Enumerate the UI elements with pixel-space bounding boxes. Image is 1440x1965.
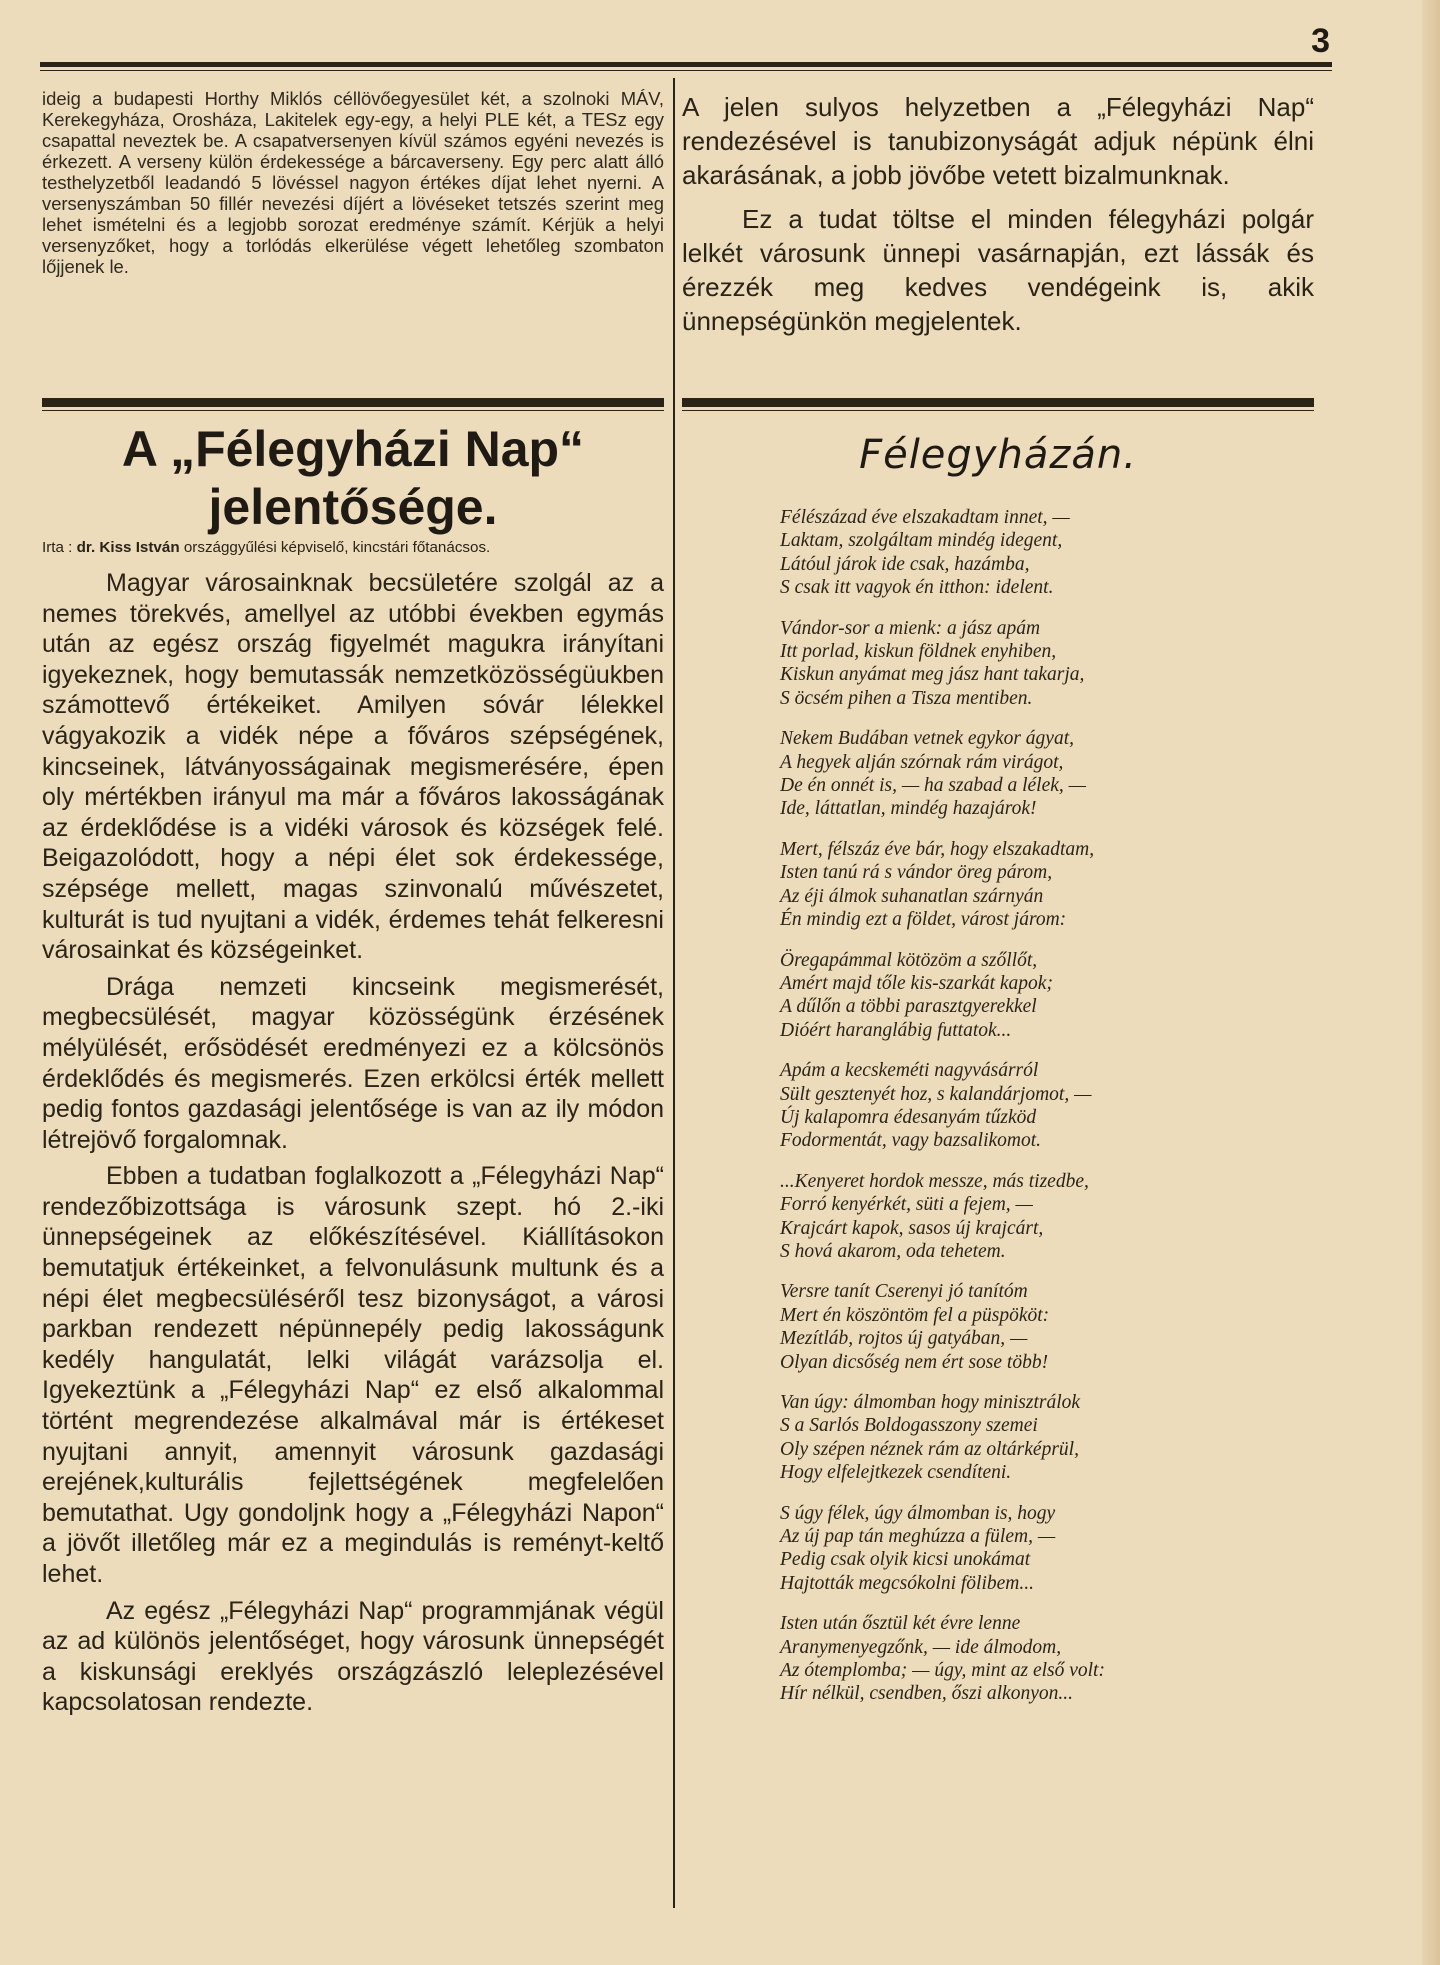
column-divider [673,78,675,1908]
article-paragraph: Magyar városainknak becsületére szolgál az a nemes törekvés, amellyel az utóbbi években egymás után az egész ország figyelmét magukra irányítani igyekeznek, hogy bemutassák nemzetközösségüukben számottevő értékeiket. Amilyen sóvár lélekkel vágyakozik a vidék népe a főváros szépségének, kincseinek, látványosságainak megismerésére, épen oly mértékben irányul ma már a főváros lakosságának az érdeklődése is a vidéki városok és községek felé. Beigazolódott, hogy a népi élet sok érdekessége, szépsége mellett, magas szinvonalú művészetet, kulturát is tud nyujtani a vidék, érdemes tehát felkeresni városainkat és községeinket. [42,569,664,965]
section-rule-right [682,398,1314,407]
header-rule [40,62,1332,67]
poem-line: ...Kenyeret hordok messze, más tizedbe, [780,1170,1089,1192]
poem-line: De én onnét is, — ha szabad a lélek, — [780,775,1087,797]
poem-line: Oly szépen néznek rám az oltárképrül, [780,1438,1079,1460]
poem-line: Apám a kecskeméti nagyvásárról [780,1060,1039,1082]
poem-stanza [780,727,1320,821]
poem-stanza [780,1391,1320,1485]
article-paragraph: Az egész „Félegyházi Nap“ programmjának végül az ad különös jelentőséget, hogy városunk ünnepségét a kiskunsági ereklyés országzászló leleplezésével kapcsolatosan rendezte. [42,1596,664,1717]
poem-stanza [780,1170,1320,1264]
poem-line: Új kalapomra édesanyám tűzköd [780,1106,1037,1128]
poem-line: Az éji álmok suhanatlan szárnyán [780,885,1044,907]
poem-line: A hegyek alján szórnak rám virágot, [780,751,1064,773]
notice-text: ideig a budapesti Horthy Miklós céllövőegyesület két, a szolnoki MÁV, Kerekegyháza, Orosháza, Lakitelek egy-egy, a helyi PLE két, a TESz egy csapattal neveztek be. A csapatversenyen kívül számos egyéni nevezés is érkezett. A verseny külön érdekessége a bárcaverseny. Egy perc alatt álló testhelyzetből leadandó 5 lövéssel nagyon értékes díjat lehet nyerni. A versenyszámban 50 fillér nevezési díjért a lövéseket tetszés szerint meg lehet ismételni és a legjobb sorozat eredménye számít. Kérjük a helyi versenyzőket, hogy a torlódás elkerülése végett lehetőleg szombaton lőjjenek le. [42,88,664,277]
byline-role: országgyűlési képviselő, kincstári főtanácsos. [183,539,491,556]
page-edge [1422,0,1440,1965]
poem-line: Ide, láttatlan, mindég hazajárok! [780,798,1037,820]
closing-paragraph-1: A jelen sulyos helyzetben a „Félegyházi Nap“ rendezésével is tanubizonyságát adjuk népünk élni akarásának, a jobb jövőbe vetett bizalmunknak. [682,92,1314,190]
poem [780,506,1320,1723]
closing-paragraph-2: Ez a tudat töltse el minden félegyházi polgár lelkét városunk ünnepi vasárnapján, ezt lássák és érezzék meg kedves vendégeink is, akik ünnepségünkön megjelentek. [682,204,1314,336]
poem-line: Versre tanít Cserenyi jó tanítóm [780,1281,1028,1303]
poem-line: Laktam, szolgáltam mindég idegent, [780,530,1063,552]
poem-line: Forró kenyérkét, süti a fejem, — [780,1194,1033,1216]
byline [42,538,682,558]
poem-stanza [780,1059,1320,1153]
page-number: 3 [1311,22,1330,60]
poem-line: S a Sarlós Boldogasszony szemei [780,1415,1038,1437]
poem-line: Itt porlad, kiskun földnek enyhiben, [780,641,1057,663]
poem-line: Hogy elfelejtkezek csendíteni. [780,1462,1012,1484]
article-body [42,568,664,1724]
poem-stanza [780,838,1320,932]
poem-line: Mezítláb, rojtos új gatyában, — [780,1328,1028,1350]
poem-stanza [780,1612,1320,1706]
poem-line: Olyan dicsőség nem ért sose több! [780,1351,1049,1373]
section-rule-left [42,398,664,407]
poem-line: Pedig csak olyik kicsi unokámat [780,1549,1031,1571]
article-title-line-2: jelentősége. [208,479,498,535]
byline-author: dr. Kiss István [76,539,180,556]
poem-stanza [780,617,1320,711]
section-rule-left-thin [42,410,664,411]
poem-line: Az ótemplomba; — úgy, mint az első volt: [780,1660,1105,1682]
poem-title: Félegyházán. [859,432,1137,478]
poem-line: Sült gesztenyét hoz, s kalandárjomot, — [780,1083,1092,1105]
poem-stanza [780,506,1320,600]
article-paragraph: Ebben a tudatban foglalkozott a „Félegyházi Nap“ rendezőbizottsága is városunk szept. hó 2.-iki ünnepségeinek az előkészítésével. Kiállításokon bemutatjuk értékeinket, a felvonulásunk multunk és a népi élet megbecsüléséről tesz bizonyságot, a városi parkban rendezett népünnepély pedig lakosságunk kedély hangulatát, lelki világát varázsolja el. Igyekeztünk a „Félegyházi Nap“ ez első alkalommal történt megrendezése alkalmával már is értékeset nyujtani annyit, amennyit városunk gazdasági erejének,kulturális fejlettségének megfelelően bemutathat. Ugy gondoljnk hogy a „Félegyházi Napon“ a jövőt illetőleg már ez a megindulás is reményt-keltő lehet. [42,1162,664,1588]
poem-line: Öregapámmal kötözöm a szőllőt, [780,949,1038,971]
poem-line: Isten után ősztül két évre lenne [780,1613,1021,1635]
poem-line: A dűlőn a többi parasztgyerekkel [780,996,1037,1018]
poem-line: Kiskun anyámat meg jász hant takarja, [780,664,1085,686]
closing-statement [682,90,1314,348]
poem-line: S hová akarom, oda tehetem. [780,1240,1006,1262]
poem-line: Amért majd tőle kis-szarkát kapok; [780,972,1053,994]
poem-line: Mert én köszöntöm fel a püspököt: [780,1304,1050,1326]
poem-stanza [780,949,1320,1043]
article-paragraph: Drága nemzeti kincseink megismerését, megbecsülését, magyar közösségünk érzésének mélyülését, erősödését eredményezi ez a kölcsönös érdeklődés és megismerés. Ezen erkölcsi érték mellett pedig fontos gazdasági jelentősége is van az ily módon létrejövő forgalomnak. [42,972,664,1154]
article-title-line-1: A „Félegyházi Nap“ [121,421,585,477]
header-rule-thin [40,70,1332,71]
article-title [42,420,664,536]
poem-line: Félészázad éve elszakadtam innet, — [780,507,1070,528]
poem-line: S öcsém pihen a Tisza mentiben. [780,687,1033,709]
poem-line: Mert, félszáz éve bár, hogy elszakadtam, [780,838,1095,860]
byline-prefix: Irta : [42,539,73,556]
poem-stanza [780,1502,1320,1596]
poem-line: Hír nélkül, csendben, őszi alkonyon... [780,1683,1073,1705]
poem-line: Én mindig ezt a földet, várost járom: [780,909,1067,931]
poem-line: Az új pap tán meghúzza a fülem, — [780,1526,1056,1548]
section-rule-right-thin [682,410,1314,411]
poem-stanza [780,1280,1320,1374]
poem-line: Fodormentát, vagy bazsalikomot. [780,1130,1042,1152]
poem-line: Hajtották megcsókolni fölibem... [780,1572,1034,1594]
poem-line: Nekem Budában vetnek egykor ágyat, [780,728,1075,750]
poem-line: Van úgy: álmomban hogy minisztrálok [780,1392,1081,1413]
shooting-contest-notice [42,88,664,277]
poem-line: Dióért haranglábig futtatok... [780,1019,1012,1041]
poem-line: S úgy félek, úgy álmomban is, hogy [780,1502,1056,1524]
poem-line: Vándor-sor a mienk: a jász apám [780,617,1041,639]
poem-line: Krajcárt kapok, sasos új krajcárt, [780,1217,1044,1239]
poem-line: Isten tanú rá s vándor öreg párom, [780,862,1053,884]
poem-line: S csak itt vagyok én itthon: idelent. [780,577,1054,599]
poem-line: Aranymenyegzőnk, — ide álmodom, [780,1636,1062,1658]
poem-line: Látóul járok ide csak, hazámba, [780,553,1030,575]
